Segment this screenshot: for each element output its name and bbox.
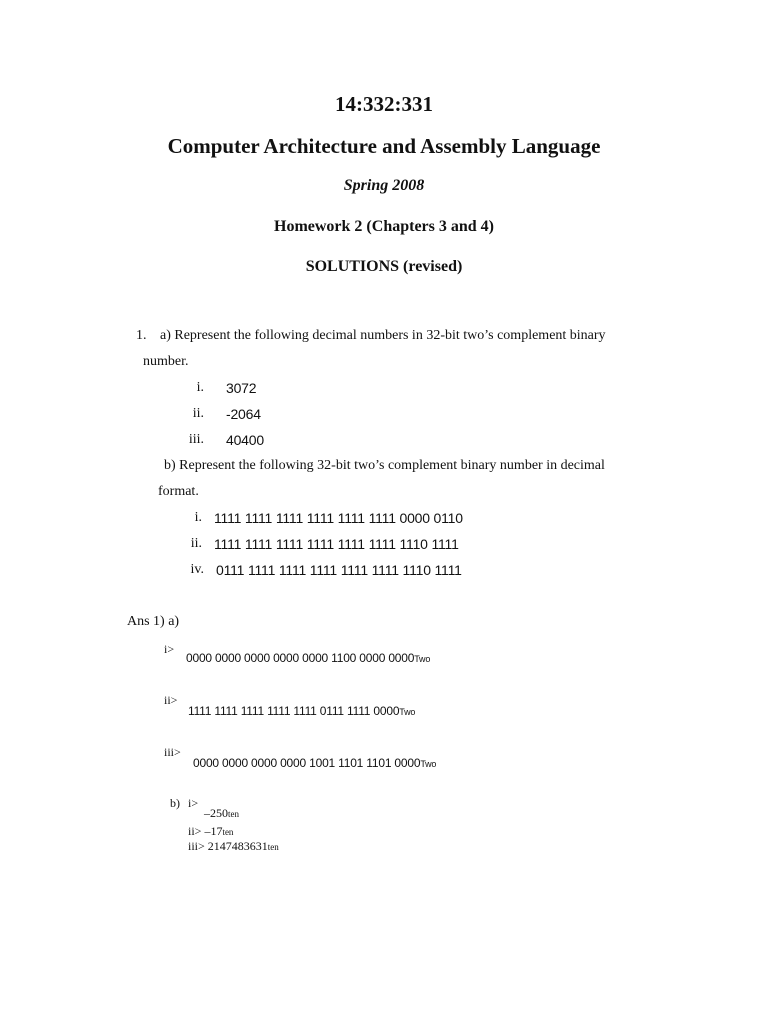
part-b-prompt-line2: format. bbox=[158, 484, 199, 499]
answer-label: iii> bbox=[164, 745, 181, 759]
list-item-value: 0111 1111 1111 1111 1111 1111 1110 1111 bbox=[216, 562, 462, 578]
answer-value: 1111 1111 1111 1111 1111 0111 1111 0000Two bbox=[188, 704, 416, 718]
answer-label: i> bbox=[188, 796, 199, 810]
answer-value: 0000 0000 0000 0000 1001 1101 1101 0000Two bbox=[193, 756, 437, 770]
list-item-value: -2064 bbox=[226, 406, 261, 422]
answer-value: 0000 0000 0000 0000 0000 1100 0000 0000Two bbox=[186, 651, 431, 665]
list-item-value: 3072 bbox=[226, 380, 257, 396]
list-item-value: 1111 1111 1111 1111 1111 1111 0000 0110 bbox=[214, 510, 463, 526]
part-a-prompt-line1: a) Represent the following decimal numbers in 32-bit two’s complement binary bbox=[160, 328, 606, 343]
list-item-label: iv. bbox=[190, 562, 204, 577]
homework-title: Homework 2 (Chapters 3 and 4) bbox=[274, 218, 494, 235]
answer-heading: Ans 1) a) bbox=[127, 614, 180, 629]
answer-label: ii> bbox=[164, 693, 178, 707]
list-item-label: ii. bbox=[192, 406, 204, 421]
course-title: Computer Architecture and Assembly Language bbox=[167, 134, 601, 158]
list-item-label: iii. bbox=[188, 432, 204, 447]
answer-value: –250ten bbox=[204, 806, 239, 820]
course-code: 14:332:331 bbox=[335, 92, 433, 116]
answer-row: iii> 2147483631ten bbox=[188, 839, 279, 853]
semester: Spring 2008 bbox=[343, 177, 425, 194]
answer-label: i> bbox=[164, 642, 175, 656]
list-item-value: 40400 bbox=[226, 432, 264, 448]
answer-row: ii> –17ten bbox=[188, 824, 234, 838]
part-b-prompt-line1: b) Represent the following 32-bit two’s complement binary number in decimal bbox=[164, 458, 605, 473]
list-item-label: ii. bbox=[190, 536, 202, 551]
solutions-title: SOLUTIONS (revised) bbox=[305, 258, 463, 275]
answer-b-label: b) bbox=[170, 796, 180, 810]
part-a-prompt-line2: number. bbox=[143, 354, 189, 369]
list-item-label: i. bbox=[194, 510, 202, 525]
list-item-value: 1111 1111 1111 1111 1111 1111 1110 1111 bbox=[214, 536, 459, 552]
list-item-label: i. bbox=[196, 380, 204, 395]
question-number: 1. bbox=[136, 328, 147, 343]
